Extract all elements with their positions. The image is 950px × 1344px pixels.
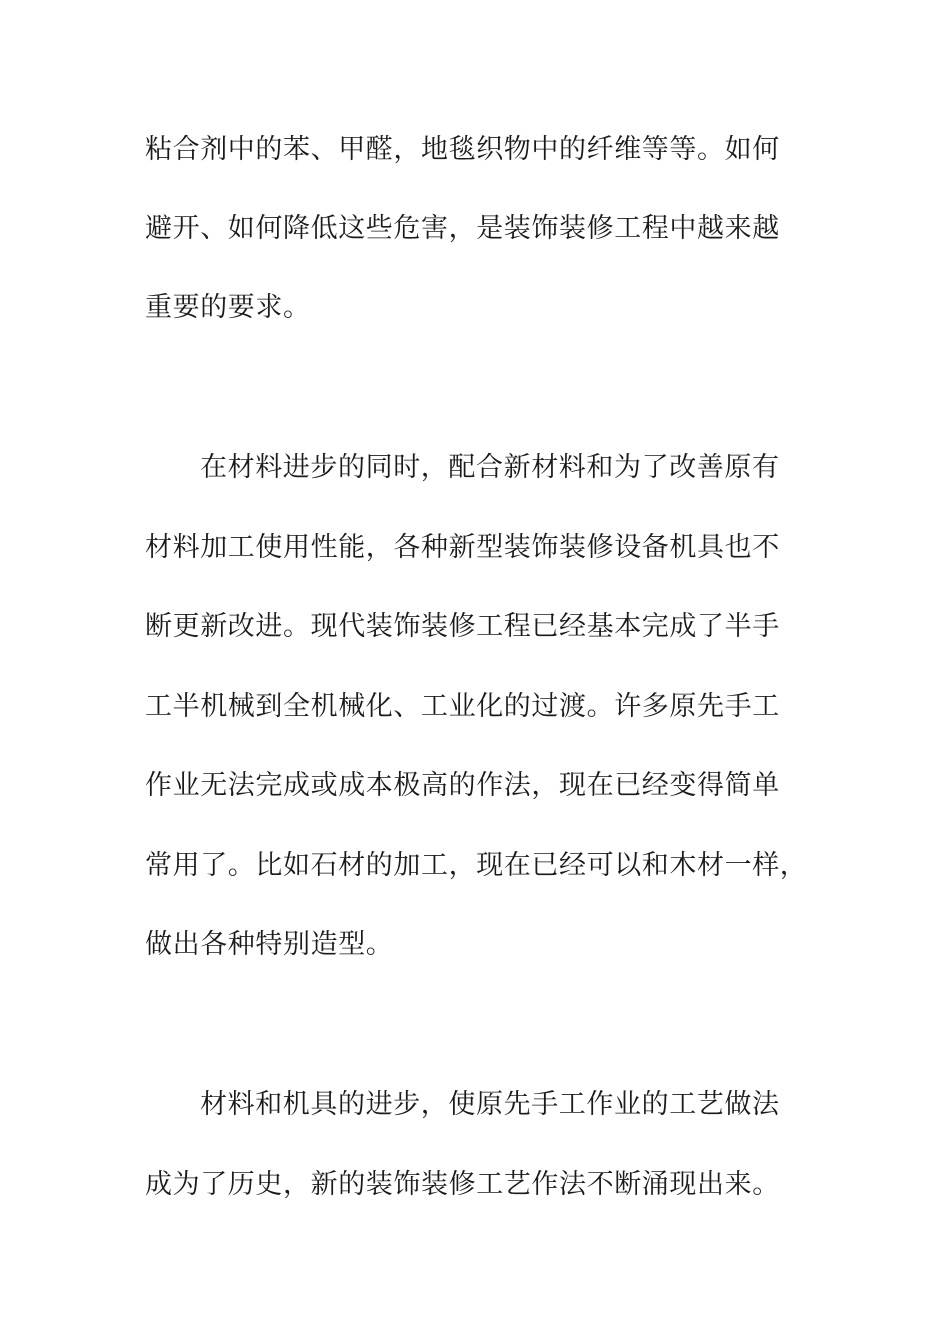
text-line: 材料和机具的进步，使原先手工作业的工艺做法	[200, 1089, 780, 1120]
text-line: 工半机械到全机械化、工业化的过渡。许多原先手工	[145, 691, 780, 722]
text-line: 避开、如何降低这些危害，是装饰装修工程中越来越	[145, 213, 780, 244]
text-line: 成为了历史，新的装饰装修工艺作法不断涌现出来。	[145, 1169, 780, 1200]
text-line: 粘合剂中的苯、甲醛，地毯织物中的纤维等等。如何	[145, 134, 780, 165]
text-line: 重要的要求。	[145, 292, 311, 323]
text-line: 作业无法完成或成本极高的作法，现在已经变得简单	[145, 770, 780, 801]
text-line: 材料加工使用性能，各种新型装饰装修设备机具也不	[145, 532, 780, 563]
text-line: 断更新改进。现代装饰装修工程已经基本完成了半手	[145, 611, 780, 642]
text-line: 做出各种特别造型。	[145, 929, 394, 960]
text-line: 常用了。比如石材的加工，现在已经可以和木材一样，	[145, 850, 808, 881]
text-line: 在材料进步的同时，配合新材料和为了改善原有	[200, 452, 780, 483]
